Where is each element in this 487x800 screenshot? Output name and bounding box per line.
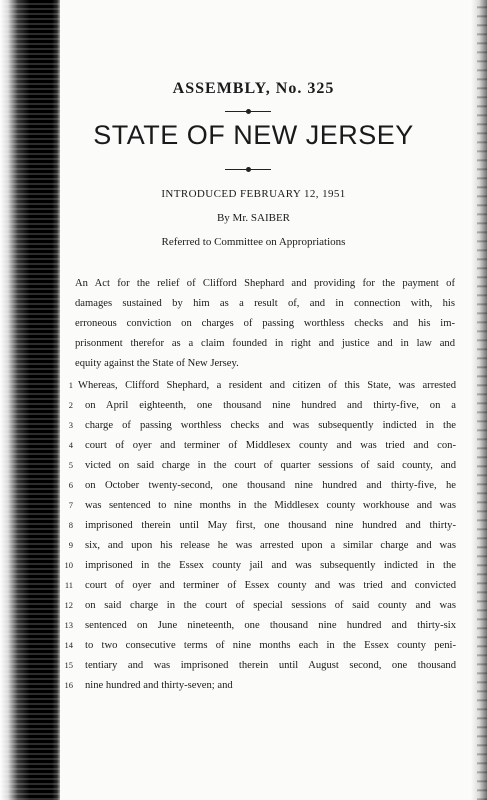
line-text: imprisoned in the Essex county jail and was subsequently indicted in the (85, 560, 456, 571)
line-number: 13 (64, 620, 73, 630)
line-number: 16 (64, 680, 73, 690)
line-text: tentiary and was imprisoned therein until August second, one thousand (85, 660, 456, 671)
state-heading: STATE OF NEW JERSEY (93, 120, 414, 150)
line-text: court of oyer and terminer of Middlesex county and was tried and con- (85, 440, 456, 451)
line-number: 5 (68, 460, 73, 470)
line-number: 1 (68, 380, 73, 390)
line-text: to two consecutive terms of nine months each in the Essex county peni- (85, 640, 456, 651)
body-line (0, 476, 487, 496)
act-title-line: erroneous conviction on charges of passing worthless checks and his im- (75, 318, 455, 329)
line-number: 7 (68, 500, 73, 510)
body-line (0, 396, 487, 416)
body-line (0, 416, 487, 436)
heading-rule-top (225, 111, 271, 112)
line-number: 11 (64, 580, 73, 590)
line-number: 15 (64, 660, 73, 670)
body-line (0, 556, 487, 576)
act-title-line: prisonment therefor as a claim founded in right and justice and in law and (75, 338, 455, 349)
line-text: was sentenced to nine months in the Middlesex county workhouse and was (85, 500, 456, 511)
line-text: imprisoned therein until May first, one thousand nine hundred and thirty- (85, 520, 456, 531)
line-number: 4 (68, 440, 73, 450)
body-line (0, 576, 487, 596)
body-line (0, 456, 487, 476)
line-number: 14 (64, 640, 73, 650)
line-text: nine hundred and thirty-seven; and (85, 680, 233, 691)
act-title-line: damages sustained by him as a result of, and in connection with, his (75, 298, 455, 309)
body-line (0, 536, 487, 556)
line-text: court of oyer and terminer of Essex county and was tried and convicted (85, 580, 456, 591)
line-text: on said charge in the court of special sessions of said county and was (85, 600, 456, 611)
body-line (0, 616, 487, 636)
body-line (0, 376, 487, 396)
line-text: on April eighteenth, one thousand nine hundred and thirty-five, on a (85, 400, 456, 411)
body-line (0, 596, 487, 616)
line-text: six, and upon his release he was arrested upon a similar charge and was (85, 540, 456, 551)
referral-line: Referred to Committee on Appropriations (161, 236, 346, 248)
line-text: on October twenty-second, one thousand nine hundred and thirty-five, he (85, 480, 456, 491)
heading-rule-bottom (225, 169, 271, 170)
line-text: victed on said charge in the court of quarter sessions of said county, and (85, 460, 456, 471)
sponsor-line: By Mr. SAIBER (216, 212, 291, 224)
line-number: 2 (68, 400, 73, 410)
act-title-line: equity against the State of New Jersey. (75, 358, 239, 369)
line-text: sentenced on June nineteenth, one thousand nine hundred and thirty-six (85, 620, 456, 631)
body-line (0, 436, 487, 456)
act-title-line: An Act for the relief of Clifford Shephard and providing for the payment of (75, 278, 455, 289)
line-number: 9 (68, 540, 73, 550)
line-number: 8 (68, 520, 73, 530)
line-number: 3 (68, 420, 73, 430)
line-number: 12 (64, 600, 73, 610)
assembly-heading: ASSEMBLY, No. 325 (172, 80, 335, 97)
body-line (0, 516, 487, 536)
body-line (0, 496, 487, 516)
body-line (0, 676, 487, 696)
body-line (0, 636, 487, 656)
body-line (0, 656, 487, 676)
act-title (75, 274, 455, 374)
line-number: 10 (64, 560, 73, 570)
line-number: 6 (68, 480, 73, 490)
line-text: Whereas, Clifford Shephard, a resident and citizen of this State, was arrested (78, 380, 456, 391)
line-text: charge of passing worthless checks and was subsequently indicted in the (85, 420, 456, 431)
introduced-date: INTRODUCED FEBRUARY 12, 1951 (161, 188, 346, 200)
